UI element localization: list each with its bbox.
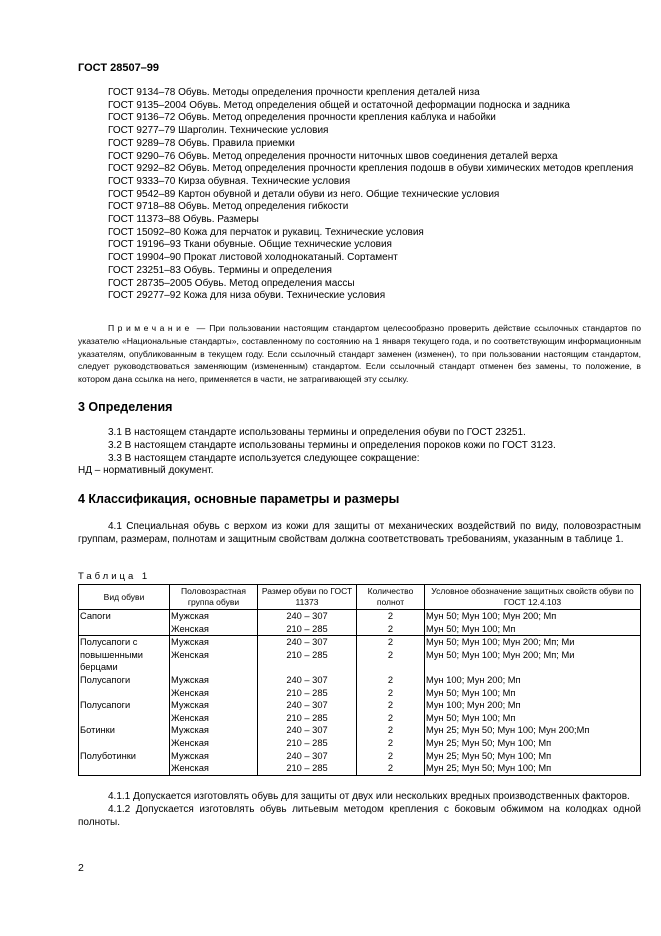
table-cell: Мун 50; Мун 100; Мун 200; Мп; Ми (425, 636, 641, 649)
reference-item: ГОСТ 9292–82 Обувь. Метод определения прочности крепления подошв в обуви химических методов крепления (108, 163, 634, 175)
table-cell: Мужская (170, 750, 258, 763)
table-cell: 2 (357, 623, 425, 636)
table-cell: 2 (357, 649, 425, 662)
reference-item: ГОСТ 9135–2004 Обувь. Метод определения общей и остаточной деформации подноска и задника (108, 99, 570, 111)
document-header: ГОСТ 28507–99 (78, 62, 160, 74)
table-cell: 240 – 307 (258, 724, 357, 737)
column-header: Вид обуви (79, 585, 170, 610)
table-row (79, 610, 641, 623)
table-cell: Мун 25; Мун 50; Мун 100; Мун 200;Мп (425, 724, 641, 737)
table-row (79, 623, 641, 636)
table-row (79, 699, 641, 712)
reference-item: ГОСТ 9290–76 Обувь. Метод определения прочности ниточных швов соединения деталей верха (108, 150, 558, 162)
table-cell: 2 (357, 687, 425, 700)
table-cell: 240 – 307 (258, 636, 357, 649)
table-1 (78, 584, 641, 776)
paragraph: 3.2 В настоящем стандарте использованы термины и определения пороков кожи по ГОСТ 3123. (108, 439, 556, 451)
table-row (79, 687, 641, 700)
table-row (79, 674, 641, 687)
note-label: Примечание (108, 323, 193, 333)
table-cell: Ботинки (79, 724, 170, 737)
table-row (79, 649, 641, 662)
section-3-body (78, 427, 641, 478)
table-cell: Полусапоги (79, 699, 170, 712)
paragraph: 4.1.1 Допускается изготовлять обувь для защиты от двух или нескольких вредных производственных факторов. (108, 791, 630, 802)
table-cell: Полуботинки (79, 750, 170, 763)
column-header: Половозрастная группа обуви (170, 585, 258, 610)
reference-item: ГОСТ 9134–78 Обувь. Методы определения прочности крепления деталей низа (108, 87, 480, 98)
table-row (79, 724, 641, 737)
after-table-text (78, 790, 641, 829)
table-row (79, 661, 641, 674)
table-cell (79, 687, 170, 700)
table-cell: Мун 50; Мун 100; Мп (425, 623, 641, 636)
table-cell (170, 661, 258, 674)
table-cell: 210 – 285 (258, 762, 357, 775)
table-cell: Женская (170, 623, 258, 636)
table-cell: 2 (357, 750, 425, 763)
table-cell: 2 (357, 712, 425, 725)
table-cell: Мужская (170, 636, 258, 649)
table-cell: 2 (357, 610, 425, 623)
table-row (79, 737, 641, 750)
table-cell: Мун 100; Мун 200; Мп (425, 674, 641, 687)
reference-item: ГОСТ 23251–83 Обувь. Термины и определения (108, 264, 332, 276)
table-cell: 210 – 285 (258, 649, 357, 662)
table-header-row (79, 585, 641, 610)
table-cell: Мун 25; Мун 50; Мун 100; Мп (425, 750, 641, 763)
table-cell: 210 – 285 (258, 687, 357, 700)
table-cell: Женская (170, 712, 258, 725)
table-cell (425, 661, 641, 674)
paragraph: 3.1 В настоящем стандарте использованы термины и определения обуви по ГОСТ 23251. (108, 427, 526, 438)
table-caption: Таблица 1 (78, 571, 151, 582)
table-cell: 2 (357, 737, 425, 750)
table-cell: 240 – 307 (258, 699, 357, 712)
table-cell: берцами (79, 661, 170, 674)
column-header: Количество полнот (357, 585, 425, 610)
column-header: Условное обозначение защитных свойств обуви по ГОСТ 12.4.103 (425, 585, 641, 610)
paragraph: 3.3 В настоящем стандарте используется следующее сокращение: (108, 452, 420, 464)
column-header: Размер обуви по ГОСТ 11373 (258, 585, 357, 610)
paragraph-4-1: 4.1 Специальная обувь с верхом из кожи для защиты от механических воздействий по виду, половозрастным группам, размерам, полнотам и защитным свойствам должна соответствовать требованиям, указанным в таблице 1. (78, 521, 641, 545)
table-row (79, 636, 641, 649)
reference-item: ГОСТ 9333–70 Кирза обувная. Технические условия (108, 175, 351, 187)
table-cell: 240 – 307 (258, 750, 357, 763)
table-cell (258, 661, 357, 674)
table-cell: Мун 25; Мун 50; Мун 100; Мп (425, 737, 641, 750)
table-cell: Мужская (170, 610, 258, 623)
table-cell: Женская (170, 687, 258, 700)
table-cell: Мужская (170, 699, 258, 712)
note-text: — При пользовании настоящим стандартом целесообразно проверить действие ссылочных стандартов по указателю «Национальные стандарты», составленному по состоянию на 1 января текущего года, и по соответствующим информационным указателям, опубликованным в текущем году. Если ссылочный стандарт заменен (изменен), то при пользовании настоящим стандартом, следует руководствоваться заменяющим (измененным) стандартом. Если ссылочный стандарт отменен без замены, то положение, в котором дана ссылка на него, применяется в части, не затрагивающей эту ссылку. (78, 323, 641, 385)
table-cell (79, 737, 170, 750)
reference-item: ГОСТ 9718–88 Обувь. Метод определения гибкости (108, 201, 349, 213)
reference-item: ГОСТ 9136–72 Обувь. Метод определения прочности крепления каблука и набойки (108, 112, 496, 124)
table-cell: Женская (170, 762, 258, 775)
table-cell: 240 – 307 (258, 610, 357, 623)
table-row (79, 750, 641, 763)
table-cell (79, 712, 170, 725)
table-cell: Мужская (170, 724, 258, 737)
reference-item: ГОСТ 9277–79 Шарголин. Технические условия (108, 125, 329, 137)
reference-item: ГОСТ 11373–88 Обувь. Размеры (108, 214, 259, 226)
paragraph: 4.1.2 Допускается изготовлять обувь литьевым методом крепления с боковым обжимом на колодках одной полноты. (78, 804, 641, 828)
reference-item: ГОСТ 28735–2005 Обувь. Метод определения массы (108, 277, 355, 289)
reference-item: ГОСТ 19904–90 Прокат листовой холоднокатаный. Сортамент (108, 252, 398, 264)
table-cell: Мужская (170, 674, 258, 687)
table-cell: повышенными (79, 649, 170, 662)
table-cell: 240 – 307 (258, 674, 357, 687)
reference-list (78, 87, 641, 303)
table-cell (79, 762, 170, 775)
table-cell: 210 – 285 (258, 737, 357, 750)
table-cell: 2 (357, 762, 425, 775)
reference-item: ГОСТ 29277–92 Кожа для низа обуви. Технические условия (108, 290, 386, 302)
table-cell (79, 623, 170, 636)
table-cell: Полусапоги с (79, 636, 170, 649)
note (78, 322, 641, 386)
reference-item: ГОСТ 9289–78 Обувь. Правила приемки (108, 137, 295, 149)
table-cell: 2 (357, 699, 425, 712)
table-row (79, 712, 641, 725)
paragraph: НД – нормативный документ. (78, 465, 214, 477)
table-cell: Сапоги (79, 610, 170, 623)
table-cell: Женская (170, 737, 258, 750)
table-cell: 2 (357, 724, 425, 737)
table-cell: Мун 50; Мун 100; Мун 200; Мп; Ми (425, 649, 641, 662)
reference-item: ГОСТ 19196–93 Ткани обувные. Общие технические условия (108, 239, 392, 251)
section-4-title: 4 Классификация, основные параметры и размеры (78, 492, 400, 506)
reference-item: ГОСТ 15092–80 Кожа для перчаток и рукавиц. Технические условия (108, 226, 424, 238)
table-cell: Полусапоги (79, 674, 170, 687)
page-number: 2 (78, 862, 84, 874)
table-cell (357, 661, 425, 674)
table-row (79, 762, 641, 775)
table-cell: Мун 25; Мун 50; Мун 100; Мп (425, 762, 641, 775)
table-cell: 210 – 285 (258, 623, 357, 636)
reference-item: ГОСТ 9542–89 Картон обувной и детали обуви из него. Общие технические условия (108, 188, 500, 200)
table-cell: Женская (170, 649, 258, 662)
table-cell: 210 – 285 (258, 712, 357, 725)
table-cell: Мун 100; Мун 200; Мп (425, 699, 641, 712)
table-cell: Мун 50; Мун 100; Мп (425, 687, 641, 700)
table-cell: Мун 50; Мун 100; Мун 200; Мп (425, 610, 641, 623)
table-cell: 2 (357, 636, 425, 649)
table-cell: Мун 50; Мун 100; Мп (425, 712, 641, 725)
section-3-title: 3 Определения (78, 400, 173, 414)
table-cell: 2 (357, 674, 425, 687)
